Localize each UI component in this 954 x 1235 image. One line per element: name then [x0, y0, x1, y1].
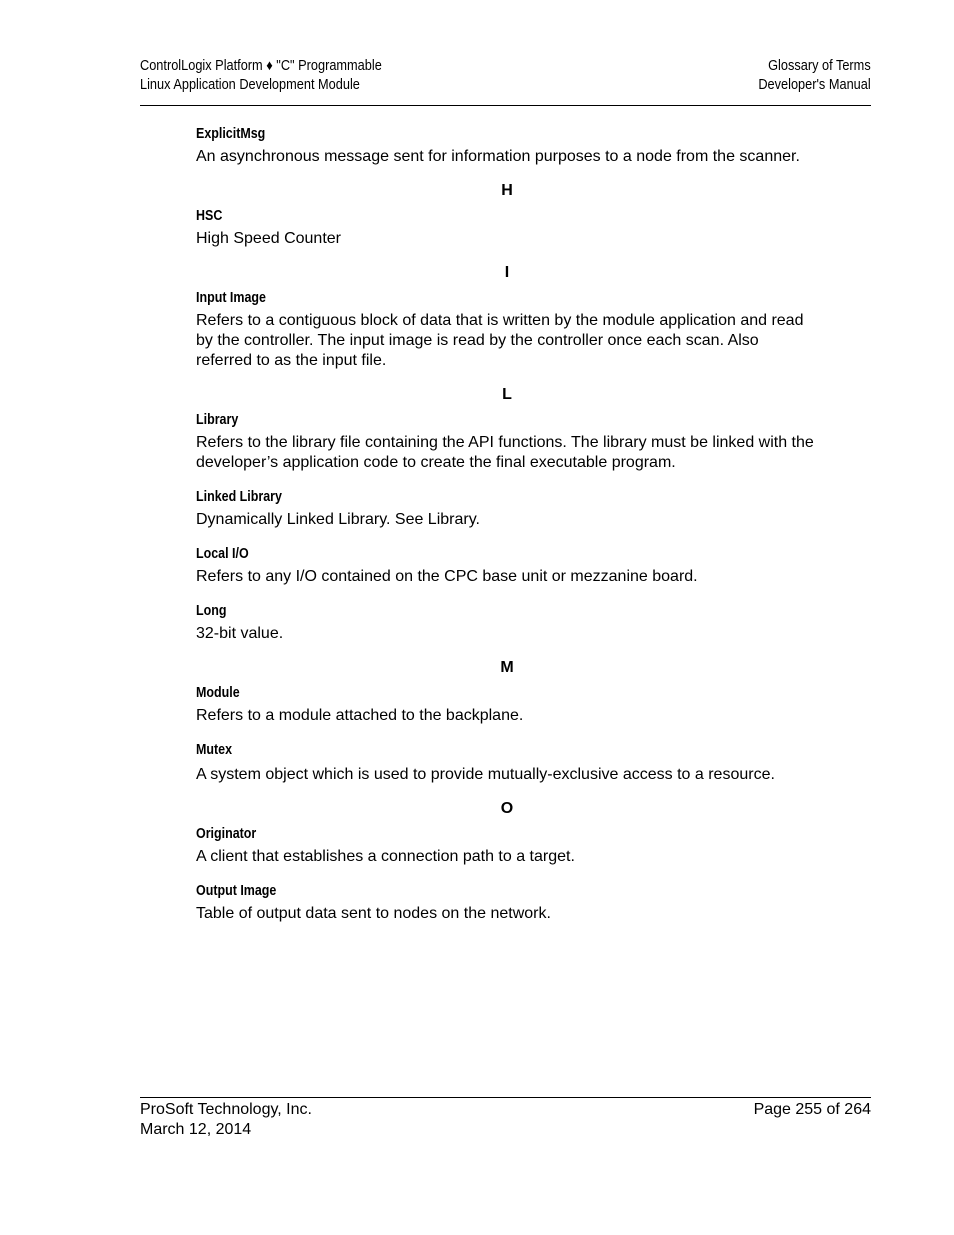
- glossary-term: ExplicitMsg: [196, 126, 266, 142]
- header-left: [140, 57, 382, 95]
- glossary-entry: [196, 487, 816, 530]
- glossary-entry: [196, 601, 816, 644]
- glossary-definition: Refers to any I/O contained on the CPC base unit or mezzanine board.: [196, 568, 698, 585]
- glossary-term: Long: [196, 603, 227, 619]
- glossary-definition: Refers to a module attached to the backplane.: [196, 707, 524, 724]
- page-header: [140, 57, 871, 106]
- glossary-term: Originator: [196, 826, 257, 842]
- glossary-term: HSC: [196, 208, 223, 224]
- glossary-entry: [196, 544, 816, 587]
- glossary-term: Input Image: [196, 290, 266, 306]
- glossary-definition: Refers to a contiguous block of data that is written by the module application and read by the controller. The input image is read by the controller once each scan. Also referred to as the input file.: [196, 312, 804, 369]
- glossary-term: Linked Library: [196, 489, 282, 505]
- section-letter: O: [500, 800, 514, 817]
- footer-company: ProSoft Technology, Inc.: [140, 1101, 312, 1118]
- glossary-entry: [196, 824, 816, 867]
- section-letter: M: [500, 659, 514, 676]
- glossary-term: Library: [196, 412, 239, 428]
- header-section-title: Glossary of Terms: [768, 58, 871, 74]
- glossary-entry: [196, 740, 816, 785]
- glossary-definition: 32-bit value.: [196, 625, 284, 642]
- glossary-entry: [196, 206, 816, 249]
- glossary-entry: [196, 683, 816, 726]
- page-footer: [140, 1097, 871, 1138]
- glossary-entry: [196, 288, 816, 371]
- glossary-content: [196, 124, 816, 924]
- glossary-definition: Refers to the library file containing the API functions. The library must be linked with the developer’s application code to create the final executable program.: [196, 434, 814, 471]
- glossary-definition: A system object which is used to provide mutually-exclusive access to a resource.: [196, 766, 775, 783]
- glossary-definition: Dynamically Linked Library. See Library.: [196, 511, 480, 528]
- section-letter: L: [502, 386, 512, 403]
- footer-date: March 12, 2014: [140, 1121, 252, 1138]
- glossary-term: Local I/O: [196, 546, 249, 562]
- footer-left: [140, 1100, 312, 1140]
- glossary-entry: [196, 410, 816, 473]
- section-letter: H: [501, 182, 513, 199]
- glossary-term: Mutex: [196, 742, 233, 758]
- glossary-definition: High Speed Counter: [196, 230, 341, 247]
- header-product-line: ControlLogix Platform ♦ "C" Programmable: [140, 58, 382, 74]
- section-letter: I: [504, 264, 510, 281]
- glossary-definition: An asynchronous message sent for information purposes to a node from the scanner.: [196, 148, 800, 165]
- glossary-term: Output Image: [196, 883, 277, 899]
- glossary-entry: [196, 124, 816, 167]
- glossary-entry: [196, 881, 816, 924]
- footer-page-number: Page 255 of 264: [753, 1101, 871, 1118]
- header-module-name: Linux Application Development Module: [140, 77, 360, 93]
- glossary-definition: A client that establishes a connection path to a target.: [196, 848, 575, 865]
- header-manual-name: Developer's Manual: [758, 77, 871, 93]
- header-right: [759, 57, 871, 95]
- glossary-term: Module: [196, 685, 240, 701]
- glossary-definition: Table of output data sent to nodes on the network.: [196, 905, 551, 922]
